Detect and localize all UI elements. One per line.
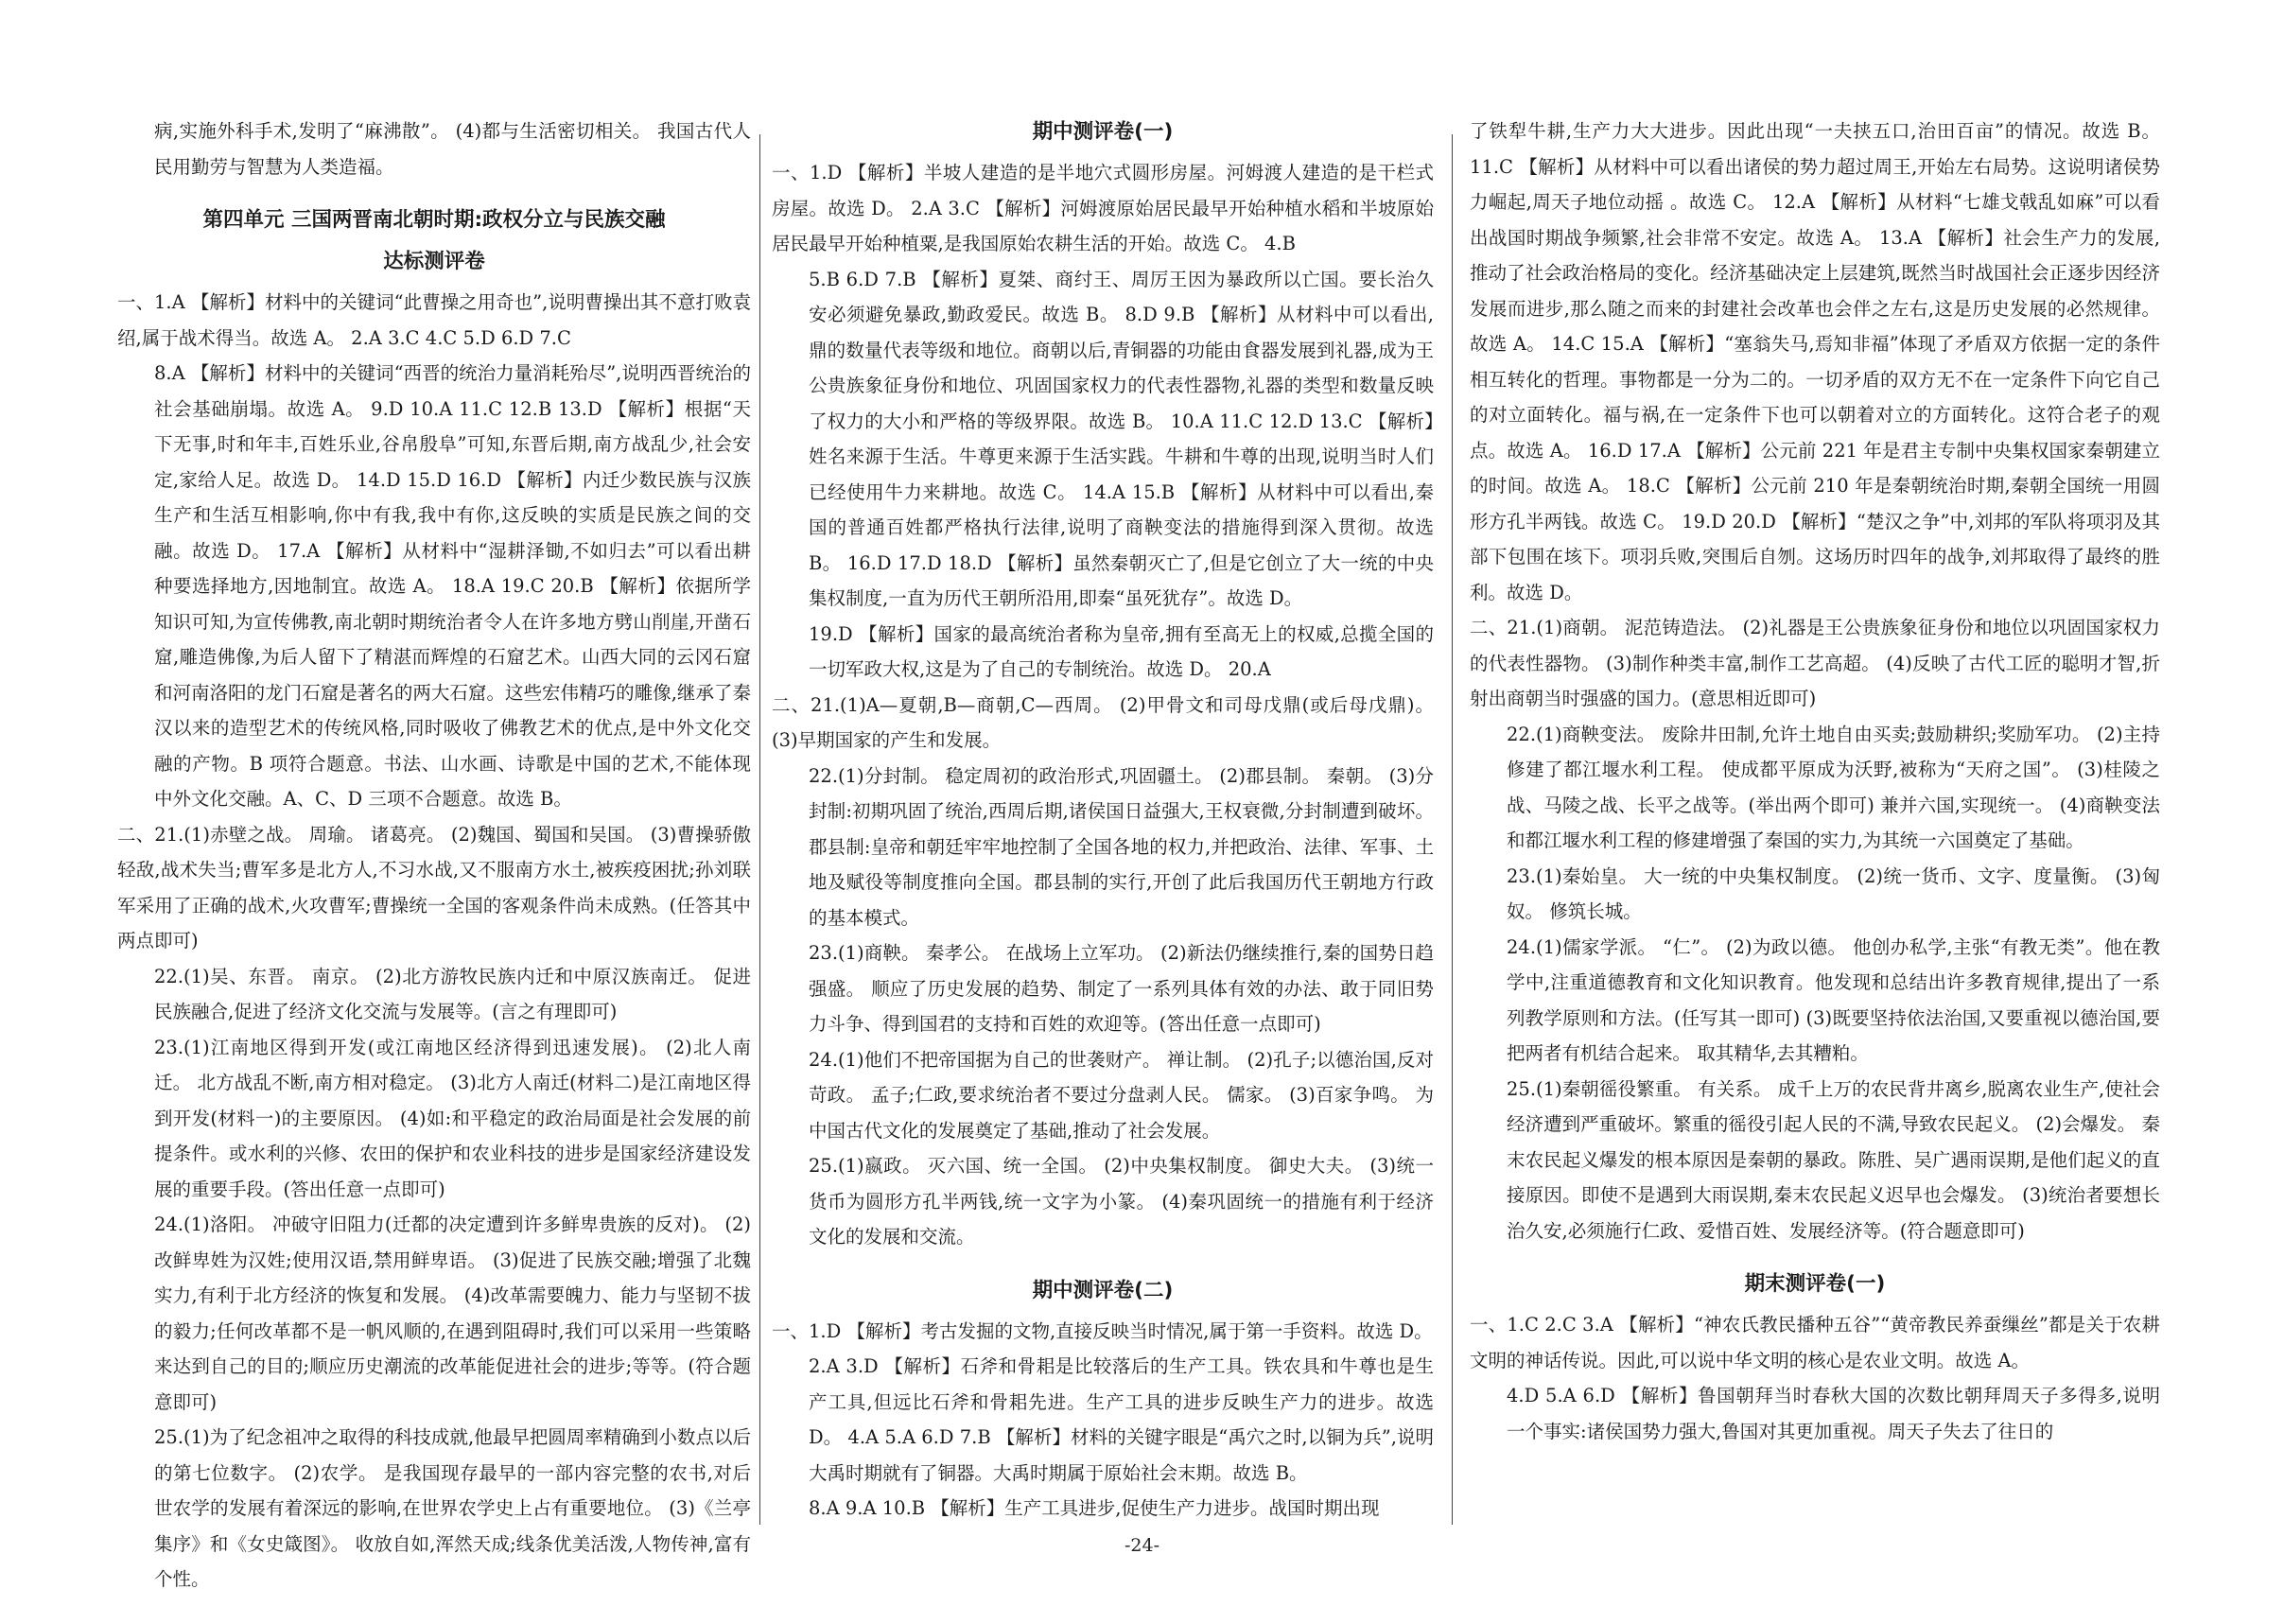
column-divider-right	[1452, 134, 1453, 1525]
column-left	[117, 114, 751, 1590]
answer-paragraph: 23.(1)秦始皇。 大一统的中央集权制度。 (2)统一货币、文字、度量衡。 (3)匈奴。 修筑长城。	[1507, 864, 2160, 922]
answer-paragraph: 23.(1)商鞅。 秦孝公。 在战场上立军功。 (2)新法仍继续推行,秦的国势日趋强盛。 顺应了历史发展的趋势、制定了一系列具体有效的办法、敢于同旧势力斗争、得到国君的支持和百姓的欢迎等。(答出任意一点即可)	[809, 942, 1434, 1035]
answer-paragraph: 二、21.(1)商朝。 泥范铸造法。 (2)礼器是王公贵族象征身份和地位以巩固国家权力的代表性器物。 (3)制作种类丰富,制作工艺高超。 (4)反映了古代工匠的聪明才智,折射出商朝当时强盛的国力。(意思相近即可)	[1470, 617, 2160, 709]
answer-paragraph: 22.(1)吴、东晋。 南京。 (2)北方游牧民族内迁和中原汉族南迁。 促进民族融合,促进了经济文化交流与发展等。(言之有理即可)	[154, 965, 751, 1022]
column-middle	[772, 114, 1434, 1519]
answer-paragraph: 4.D 5.A 6.D 【解析】鲁国朝拜当时春秋大国的次数比朝拜周天子多得多,说明一个事实:诸侯国势力强大,鲁国对其更加重视。周天子失去了往日的	[1507, 1385, 2160, 1442]
answer-paragraph: 25.(1)嬴政。 灭六国、统一全国。 (2)中央集权制度。 御史大夫。 (3)统一货币为圆形方孔半两钱,统一文字为小篆。 (4)秦巩固统一的措施有利于经济文化的发展和交流。	[809, 1155, 1434, 1248]
answer-paragraph: 5.B 6.D 7.B 【解析】夏桀、商纣王、周厉王因为暴政所以亡国。要长治久安必须避免暴政,勤政爱民。故选 B。 8.D 9.B 【解析】从材料中可以看出,鼎的数量代表等级和地位。商朝以后,青铜器的功能由食器发展到礼器,成为王公贵族象征身份和地位、巩固国家权力的代表性器物,礼器的类型和数量反映了权力的大小和严格的等级界限。故选 B。 10.A 11.C 12.D 13.C 【解析】姓名来源于生活。牛尊更来源于生活实践。牛耕和牛尊的出现,说明当时人们已经使用牛力来耕地。故选 C。 14.A 15.B 【解析】从材料中可以看出,秦国的普通百姓都严格执行法律,说明了商鞅变法的措施得到深入贯彻。故选 B。 16.D 17.D 18.D 【解析】虽然秦朝灭亡了,但是它创立了大一统的中央集权制度,一直为历代王朝所沿用,即秦“虽死犹存”。故选 D。	[809, 268, 1434, 609]
answer-paragraph: 22.(1)分封制。 稳定周初的政治形式,巩固疆土。 (2)郡县制。 秦朝。 (3)分封制:初期巩固了统治,西周后期,诸侯国日益强大,王权衰微,分封制遭到破坏。郡县制:皇帝和朝廷牢牢地控制了全国各地的权力,并把政治、法律、军事、土地及赋役等制度推向全国。郡县制的实行,开创了此后我国历代王朝地方行政的基本模式。	[809, 764, 1434, 929]
answer-paragraph: 了铁犁牛耕,生产力大大进步。因此出现“一夫挟五口,治田百亩”的情况。故选 B。 11.C 【解析】从材料中可以看出诸侯的势力超过周王,开始左右局势。这说明诸侯势力崛起,周天子地位动摇 。故选 C。 12.A 【解析】从材料“七雄戈戟乱如麻”可以看出战国时期战争频繁,社会非常不安定。故选 A。 13.A 【解析】社会生产力的发展,推动了社会政治格局的变化。经济基础决定上层建筑,既然当时战国社会正逐步因经济发展而进步,那么随之而来的封建社会改革也会伴之左右,这是历史发展的必然规律。故选 A。 14.C 15.A 【解析】“塞翁失马,焉知非福”体现了矛盾双方依据一定的条件相互转化的哲理。事物都是一分为二的。一切矛盾的双方无不在一定条件下向它自己的对立面转化。福与祸,在一定条件下也可以朝着对立的方面转化。这符合老子的观点。故选 A。 16.D 17.A 【解析】公元前 221 年是君主专制中央集权国家秦朝建立的时间。故选 A。 18.C 【解析】公元前 210 年是秦朝统治时期,秦朝全国统一用圆形方孔半两钱。故选 C。 19.D 20.D 【解析】“楚汉之争”中,刘邦的军队将项羽及其部下包围在垓下。项羽兵败,突围后自刎。这场历时四年的战争,刘邦取得了最终的胜利。故选 D。	[1470, 120, 2160, 603]
answer-paragraph: 22.(1)商鞅变法。 废除井田制,允许土地自由买卖;鼓励耕织;奖励军功。 (2)主持修建了都江堰水利工程。 使成都平原成为沃野,被称为“天府之国”。 (3)桂陵之战、马陵之战、长平之战等。(举出两个即可) 兼并六国,实现统一。 (4)商鞅变法和都江堰水利工程的修建增强了秦国的实力,为其统一六国奠定了基础。	[1507, 723, 2160, 851]
column-right	[1470, 114, 2160, 1513]
answer-paragraph: 24.(1)洛阳。 冲破守旧阻力(迁都的决定遭到许多鲜卑贵族的反对)。 (2)改鲜卑姓为汉姓;使用汉语,禁用鲜卑语。 (3)促进了民族交融;增强了北魏实力,有利于北方经济的恢复和发展。 (4)改革需要魄力、能力与坚韧不拔的毅力;任何改革都不是一帆风顺的,在遇到阻碍时,我们可以采用一些策略来达到自己的目的;顺应历史潮流的改革能促进社会的进步;等等。(符合题意即可)	[154, 1214, 751, 1413]
answer-paragraph: 一、1.D 【解析】半坡人建造的是半地穴式圆形房屋。河姆渡人建造的是干栏式房屋。故选 D。 2.A 3.C 【解析】河姆渡原始居民最早开始种植水稻和半坡原始居民最早开始种植粟,是我国原始农耕生活的开始。故选 C。 4.B	[772, 162, 1434, 254]
answer-paragraph: 病,实施外科手术,发明了“麻沸散”。 (4)都与生活密切相关。 我国古代人民用勤劳与智慧为人类造福。	[154, 120, 751, 178]
answer-paragraph: 24.(1)儒家学派。 “仁”。 (2)为政以德。 他创办私学,主张“有教无类”。他在教学中,注重道德教育和文化知识教育。他发现和总结出许多教育规律,提出了一系列教学原则和方法。(任写其一即可) (3)既要坚持依法治国,又要重视以德治国,要把两者有机结合起来。 取其精华,去其糟粕。	[1507, 935, 2160, 1064]
column-divider-left	[759, 134, 760, 1525]
answer-paragraph: 25.(1)秦朝徭役繁重。 有关系。 成千上万的农民背井离乡,脱离农业生产,使社会经济遭到严重破坏。繁重的徭役引起人民的不满,导致农民起义。 (2)会爆发。 秦末农民起义爆发的根本原因是秦朝的暴政。陈胜、吴广遇雨误期,是他们起义的直接原因。即使不是遇到大雨误期,秦末农民起义迟早也会爆发。 (3)统治者要想长治久安,必须施行仁政、爱惜百姓、发展经济等。(符合题意即可)	[1507, 1077, 2160, 1242]
answer-paragraph: 一、1.A 【解析】材料中的关键词“此曹操之用奇也”,说明曹操出其不意打败袁绍,属于战术得当。故选 A。 2.A 3.C 4.C 5.D 6.D 7.C	[117, 291, 751, 349]
answer-paragraph: 一、1.C 2.C 3.A 【解析】“神农氏教民播种五谷”“黄帝教民养蚕缫丝”都是关于农耕文明的神话传说。因此,可以说中华文明的核心是农业文明。故选 A。	[1470, 1314, 2160, 1371]
answer-paragraph: 一、1.D 【解析】考古发掘的文物,直接反映当时情况,属于第一手资料。故选 D。	[772, 1319, 1433, 1342]
answer-paragraph: 8.A 【解析】材料中的关键词“西晋的统治力量消耗殆尽”,说明西晋统治的社会基础崩塌。故选 A。 9.D 10.A 11.C 12.B 13.D 【解析】根据“天下无事,时和年丰,百姓乐业,谷帛殷阜”可知,东晋后期,南方战乱少,社会安定,家给人足。故选 D。 14.D 15.D 16.D 【解析】内迁少数民族与汉族生产和生活互相影响,你中有我,我中有你,这反映的实质是民族之间的交融。故选 D。 17.A 【解析】从材料中“湿耕泽锄,不如归去”可以看出耕种要选择地方,因地制宜。故选 A。 18.A 19.C 20.B 【解析】依据所学知识可知,为宣传佛教,南北朝时期统治者令人在许多地方劈山削崖,开凿石窟,雕造佛像,为后人留下了精湛而辉煌的石窟艺术。山西大同的云冈石窟和河南洛阳的龙门石窟是著名的两大石窟。这些宏伟精巧的雕像,继承了秦汉以来的造型艺术的传统风格,同时吸收了佛教艺术的优点,是中外文化交融的产物。B 项符合题意。书法、山水画、诗歌是中国的艺术,不能体现中外文化交融。A、C、D 三项不合题意。故选 B。	[154, 362, 751, 810]
section-heading: 第四单元 三国两晋南北朝时期:政权分立与民族交融	[202, 208, 666, 232]
answer-paragraph: 2.A 3.D 【解析】石斧和骨耜是比较落后的生产工具。铁农具和牛尊也是生产工具,但远比石斧和骨耜先进。生产工具的进步反映生产力的进步。故选 D。 4.A 5.A 6.D 7.B 【解析】材料的关键字眼是“禹穴之时,以铜为兵”,说明大禹时期就有了铜器。大禹时期属于原始社会末期。故选 B。	[809, 1355, 1434, 1484]
answer-paragraph: 25.(1)为了纪念祖冲之取得的科技成就,他最早把圆周率精确到小数点以后的第七位数字。 (2)农学。 是我国现存最早的一部内容完整的农书,对后世农学的发展有着深远的影响,在世界农学史上占有重要地位。 (3)《兰亭集序》和《女史箴图》。 收放自如,浑然天成;线条优美活泼,人物传神,富有个性。	[154, 1426, 751, 1590]
answer-paragraph: 二、21.(1)A—夏朝,B—商朝,C—西周。 (2)甲骨文和司母戊鼎(或后母戊鼎)。 (3)早期国家的产生和发展。	[772, 693, 1434, 751]
answer-paragraph: 8.A 9.A 10.B 【解析】生产工具进步,促使生产力进步。战国时期出现	[809, 1497, 1380, 1519]
answer-paragraph: 19.D 【解析】国家的最高统治者称为皇帝,拥有至高无上的权威,总揽全国的一切军政大权,这是为了自己的专制统治。故选 D。 20.A	[809, 622, 1434, 680]
answer-paragraph: 23.(1)江南地区得到开发(或江南地区经济得到迅速发展)。 (2)北人南迁。 北方战乱不断,南方相对稳定。 (3)北方人南迁(材料二)是江南地区得到开发(材料一)的主要原因。 (4)如:和平稳定的政治局面是社会发展的前提条件。或水利的兴修、农田的保护和农业科技的进步是国家经济建设发展的重要手段。(答出任意一点即可)	[154, 1036, 751, 1200]
section-heading: 达标测评卷	[383, 250, 485, 273]
answer-paragraph: 24.(1)他们不把帝国据为自己的世袭财产。 禅让制。 (2)孔子;以德治国,反对苛政。 孟子;仁政,要求统治者不要过分盘剥人民。 儒家。 (3)百家争鸣。 为中国古代文化的发展奠定了基础,推动了社会发展。	[809, 1048, 1434, 1142]
section-heading: 期中测评卷(一)	[1032, 120, 1174, 144]
page-number: -24-	[1124, 1535, 1160, 1556]
section-heading: 期中测评卷(二)	[1032, 1278, 1174, 1302]
section-heading: 期末测评卷(一)	[1744, 1272, 1886, 1296]
answer-paragraph: 二、21.(1)赤壁之战。 周瑜。 诸葛亮。 (2)魏国、蜀国和吴国。 (3)曹操骄傲轻敌,战术失当;曹军多是北方人,不习水战,又不服南方水土,被疾疫困扰;孙刘联军采用了正确的战术,火攻曹军;曹操统一全国的客观条件尚未成熟。(任答其中两点即可)	[117, 823, 751, 952]
